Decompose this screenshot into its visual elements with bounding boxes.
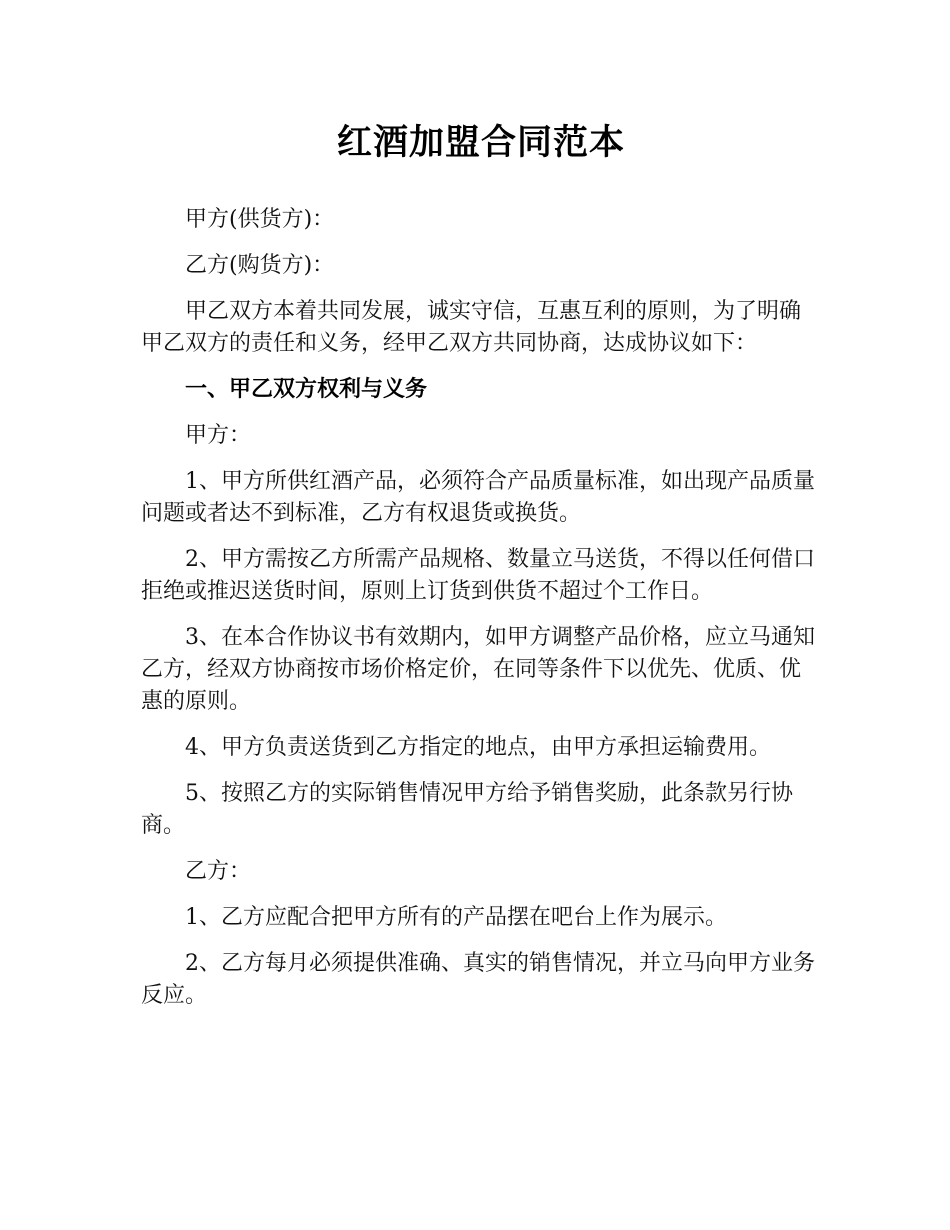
party-a-clause-2: 2、甲方需按乙方所需产品规格、数量立马送货，不得以任何借口拒绝或推迟送货时间，原则上订货到供货不超过个工作日。	[141, 547, 815, 604]
party-b-clause-2: 2、乙方每月必须提供准确、真实的销售情况，并立马向甲方业务反应。	[141, 951, 815, 1008]
party-a-clause-4: 4、甲方负责送货到乙方指定的地点，由甲方承担运输费用。	[185, 735, 771, 760]
party-b-label: 乙方(购货方)：	[185, 253, 335, 278]
party-a-clause-3: 3、在本合作协议书有效期内，如甲方调整产品价格，应立马通知乙方，经双方协商按市场价格定价，在同等条件下以优先、优质、优惠的原则。	[141, 625, 815, 714]
party-b-subheading: 乙方：	[185, 859, 252, 884]
party-a-clause-5: 5、按照乙方的实际销售情况甲方给予销售奖励，此条款另行协商。	[141, 781, 793, 838]
party-a-clause-1: 1、甲方所供红酒产品，必须符合产品质量标准，如出现产品质量问题或者达不到标准，乙方有权退货或换货。	[141, 469, 815, 526]
preamble-paragraph: 甲乙双方本着共同发展，诚实守信，互惠互利的原则，为了明确甲乙双方的责任和义务，经甲乙双方共同协商，达成协议如下：	[141, 299, 802, 356]
document-title: 红酒加盟合同范本	[336, 123, 625, 163]
party-a-subheading: 甲方：	[185, 423, 252, 448]
section-heading: 一、甲乙双方权利与义务	[185, 377, 428, 402]
party-a-label: 甲方(供货方)：	[185, 207, 335, 232]
document-body	[141, 118, 821, 1026]
party-b-clause-1: 1、乙方应配合把甲方所有的产品摆在吧台上作为展示。	[185, 905, 727, 930]
